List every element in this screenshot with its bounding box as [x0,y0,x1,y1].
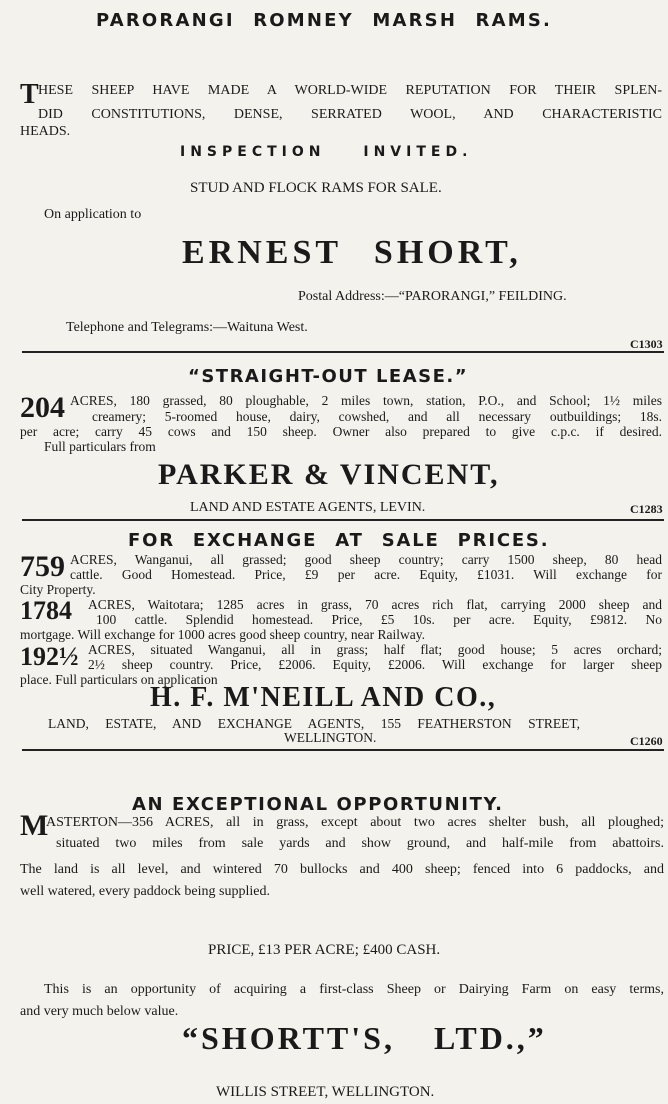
ad3-item-line3: place. Full particulars on application [20,672,218,687]
ad2-line4: Full particulars from [44,439,156,454]
ad4-title: AN EXCEPTIONAL OPPORTUNITY. [132,794,504,815]
ad4-line3: The land is all level, and wintered 70 bullocks and 400 sheep; fenced into 6 paddocks, and [20,862,664,877]
ad3-item-line2: 100 cattle. Splendid homestead. Price, £5 10s. per acre. Equity, £9812. No [96,612,662,627]
ad4-price: PRICE, £13 PER ACRE; £400 CASH. [208,942,441,958]
ad3-item-line1: ACRES, Waitotara; 1285 acres in grass, 70 acres rich flat, carrying 2000 sheep and [88,597,662,612]
ad2-number: 204 [20,391,65,424]
ad1-inspection: INSPECTION INVITED. [180,144,473,160]
ad2-line1: ACRES, 180 grassed, 80 ploughable, 2 miles town, station, P.O., and School; 1½ miles [70,393,662,408]
ad3-item-line3: mortgage. Will exchange for 1000 acres good sheep country, near Railway. [20,627,425,642]
ad2-line2: creamery; 5-roomed house, dairy, cowshed, and all necessary outbuildings; 18s. [92,409,662,424]
ad4-opp1: This is an opportunity of acquiring a first-class Sheep or Dairying Farm on easy terms, [44,982,664,997]
ad3-item-line1: ACRES, situated Wanganui, all in grass; half flat; good house; 5 acres orchard; [88,642,662,657]
ad4-drop-cap: M [20,809,49,842]
ad2-ref: C1283 [630,502,663,516]
ad3-agents2: WELLINGTON. [284,730,377,745]
ad1-stud: STUD AND FLOCK RAMS FOR SALE. [190,180,442,196]
divider-3 [22,749,664,751]
ad3-item-line2: 2½ sheep country. Price, £2006. Equity, £2006. Will exchange for larger sheep [88,657,662,672]
ad1-title: PARORANGI ROMNEY MARSH RAMS. [96,10,553,31]
ad3-ref: C1260 [630,734,663,748]
ad1-ref: C1303 [630,337,663,351]
ad3-item-line1: ACRES, Wanganui, all grassed; good sheep country; carry 1500 sheep, 80 head [70,552,662,567]
ad3-item-number: 759 [20,550,65,583]
ad2-name: PARKER & VINCENT, [158,458,500,491]
ad1-application: On application to [44,207,142,222]
divider-1 [22,351,664,353]
divider-2 [22,519,664,521]
ad2-agents: LAND AND ESTATE AGENTS, LEVIN. [190,500,426,515]
ad1-line1: HESE SHEEP HAVE MADE A WORLD-WIDE REPUTATION FOR THEIR SPLEN- [38,83,662,98]
ad4-line1: ASTERTON—356 ACRES, all in grass, except about two acres shelter bush, all ploughed; [46,815,664,830]
ad3-item-number: 1784 [20,596,72,625]
ad1-name: ERNEST SHORT, [182,234,522,271]
ad2-line3: per acre; carry 45 cows and 150 sheep. Owner also prepared to give c.p.c. if desired. [20,424,662,439]
ad4-line2: situated two miles from sale yards and show ground, and half-mile from abattoirs. [56,836,664,851]
ad1-telephone: Telephone and Telegrams:—Waituna West. [66,320,308,335]
ad3-item-line3: City Property. [20,582,96,597]
ad1-postal: Postal Address:—“PARORANGI,” FEILDING. [298,289,567,304]
ad1-drop-cap: T [20,79,39,110]
ad1-line2: DID CONSTITUTIONS, DENSE, SERRATED WOOL, AND CHARACTERISTIC [38,107,662,122]
ad3-name: H. F. M'NEILL AND CO., [150,682,497,713]
ad3-item-number: 192½ [20,642,79,671]
ad1-line3: HEADS. [20,124,71,139]
ad3-title: FOR EXCHANGE AT SALE PRICES. [128,530,550,551]
ad4-line4: well watered, every paddock being supplied. [20,884,270,899]
ad3-agents1: LAND, ESTATE, AND EXCHANGE AGENTS, 155 FEATHERSTON STREET, [48,716,580,731]
ad4-address: WILLIS STREET, WELLINGTON. [216,1084,435,1100]
ad4-opp2: and very much below value. [20,1004,179,1019]
ad2-title: “STRAIGHT-OUT LEASE.” [188,366,469,387]
ad3-item-line2: cattle. Good Homestead. Price, £9 per acre. Equity, £1031. Will exchange for [70,567,662,582]
ad4-name: “SHORTT'S, LTD.,” [182,1020,547,1056]
